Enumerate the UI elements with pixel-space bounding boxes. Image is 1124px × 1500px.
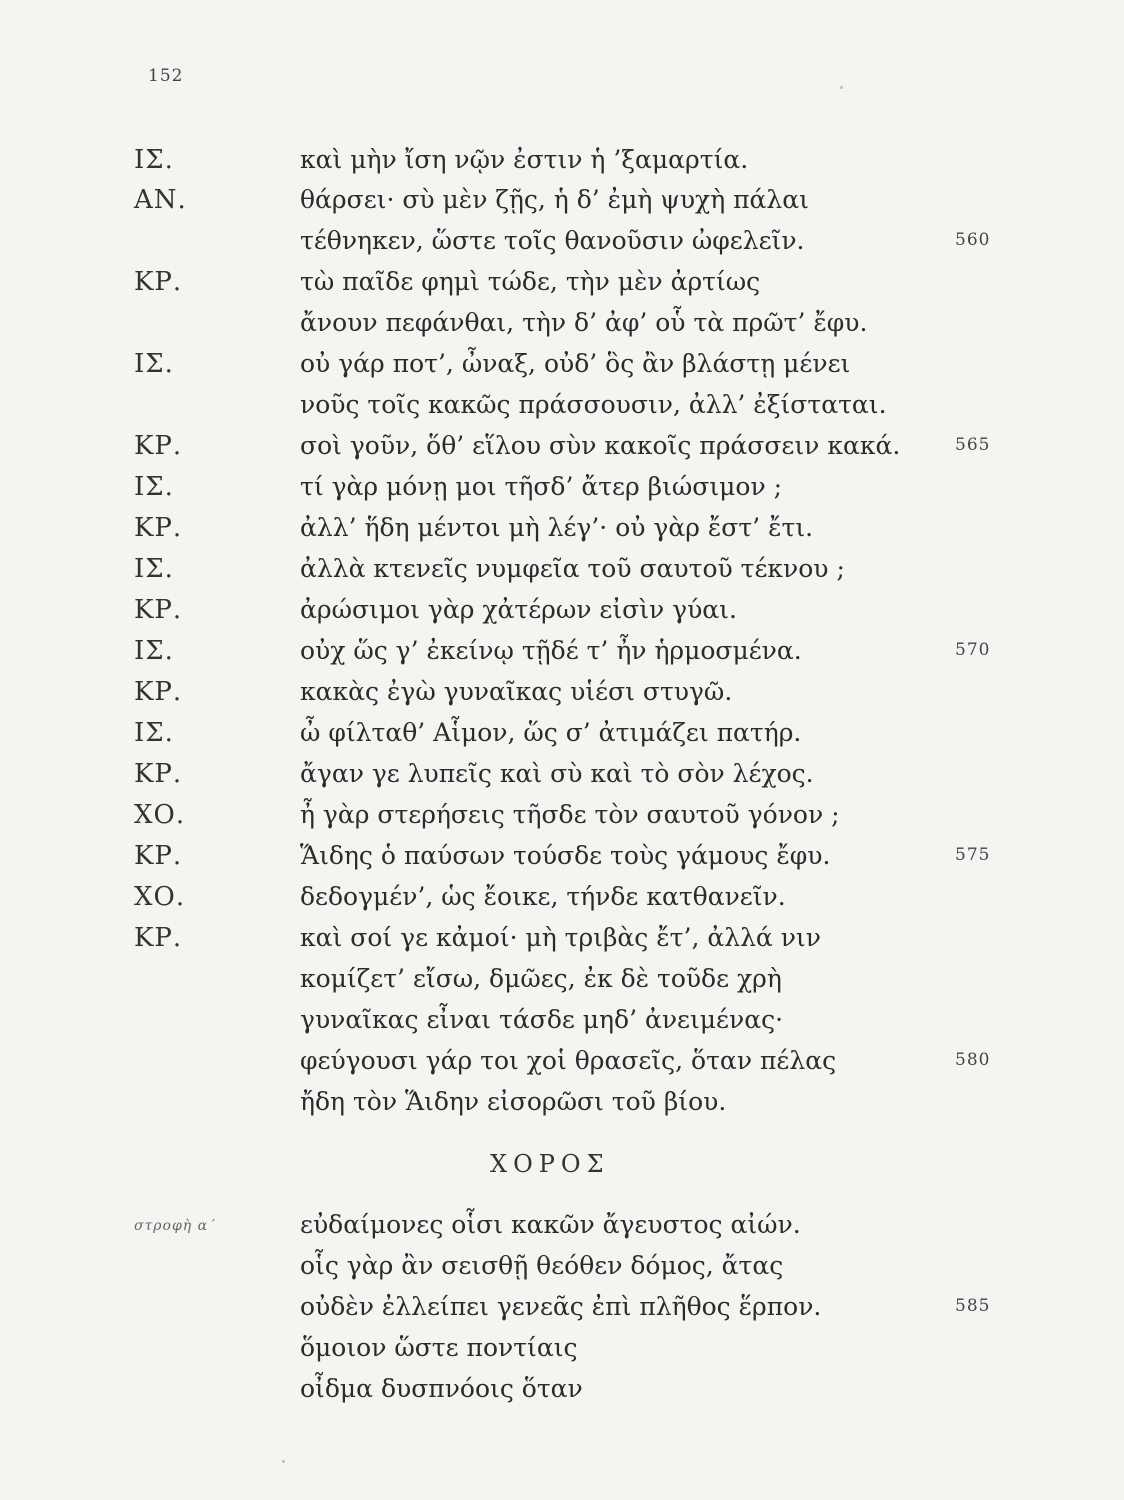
verse-line [0, 513, 1124, 547]
verse-text: καὶ μὴν ἴση νῷν ἐστιν ἡ ’ξαμαρτία. [300, 145, 749, 174]
verse-line [0, 595, 1124, 629]
verse-line [0, 1333, 1124, 1367]
verse-line [0, 964, 1124, 998]
speaker-label: ΚΡ. [134, 677, 183, 707]
verse-text: οὐ γάρ ποτ’, ὦναξ, οὐδ’ ὃς ἂν βλάστῃ μένει [300, 349, 851, 378]
verse-text: κομίζετ’ εἴσω, δμῶες, ἐκ δὲ τοῦδε χρὴ [300, 964, 782, 993]
speaker-label: ΚΡ. [134, 431, 183, 461]
verse-line [0, 923, 1124, 957]
verse-line [0, 841, 1124, 875]
verse-line [0, 390, 1124, 424]
verse-text: δεδογμέν’, ὡς ἔοικε, τήνδε κατθανεῖν. [300, 882, 786, 911]
speaker-label: ΚΡ. [134, 595, 183, 625]
paper-speck [840, 86, 843, 89]
verse-text: ἀλλὰ κτενεῖς νυμφεῖα τοῦ σαυτοῦ τέκνου ; [300, 554, 845, 583]
line-number: 570 [955, 640, 991, 660]
verse-line [0, 308, 1124, 342]
verse-text: οἶδμα δυσπνόοις ὅταν [300, 1374, 583, 1403]
verse-line [0, 1005, 1124, 1039]
verse-line [0, 800, 1124, 834]
speaker-label: ΙΣ. [134, 472, 174, 502]
verse-line [0, 759, 1124, 793]
verse-text: ὦ φίλταθ’ Αἷμον, ὥς σ’ ἀτιμάζει πατήρ. [300, 718, 802, 747]
speaker-label: ΧΟ. [134, 800, 186, 830]
line-number: 575 [955, 845, 991, 865]
verse-line [0, 636, 1124, 670]
verse-text: καὶ σοί γε κἀμοί· μὴ τριβὰς ἔτ’, ἀλλά νιν [300, 923, 821, 952]
verse-text: γυναῖκας εἶναι τάσδε μηδ’ ἀνειμένας· [300, 1005, 784, 1034]
verse-line [0, 431, 1124, 465]
verse-text: φεύγουσι γάρ τοι χοἱ θρασεῖς, ὅταν πέλας [300, 1046, 837, 1075]
verse-text: ἀλλ’ ἥδη μέντοι μὴ λέγ’· οὐ γὰρ ἔστ’ ἔτι. [300, 513, 814, 542]
choros-heading: ΧΟΡΟΣ [490, 1150, 610, 1178]
speaker-label: ΚΡ. [134, 923, 183, 953]
verse-line [0, 1210, 1124, 1244]
speaker-label: ΧΟ. [134, 882, 186, 912]
verse-line [0, 554, 1124, 588]
line-number: 580 [955, 1050, 991, 1070]
verse-line [0, 718, 1124, 752]
verse-text: ἤδη τὸν Ἅιδην εἰσορῶσι τοῦ βίου. [300, 1087, 727, 1116]
verse-text: θάρσει· σὺ μὲν ζῇς, ἡ δ’ ἐμὴ ψυχὴ πάλαι [300, 185, 809, 214]
verse-line [0, 1251, 1124, 1285]
verse-text: κακὰς ἐγὼ γυναῖκας υἱέσι στυγῶ. [300, 677, 733, 706]
speaker-label: ΙΣ. [134, 145, 174, 175]
speaker-label: ΚΡ. [134, 841, 183, 871]
verse-text: Ἅιδης ὁ παύσων τούσδε τοὺς γάμους ἔφυ. [300, 841, 831, 870]
verse-line [0, 1292, 1124, 1326]
verse-text: ὅμοιον ὥστε ποντίαις [300, 1333, 578, 1362]
speaker-label: ΚΡ. [134, 759, 183, 789]
speaker-label: ΚΡ. [134, 267, 183, 297]
speaker-label: ΙΣ. [134, 718, 174, 748]
verse-line [0, 472, 1124, 506]
verse-line [0, 1087, 1124, 1121]
verse-line [0, 677, 1124, 711]
verse-line [0, 1374, 1124, 1408]
verse-text: τέθνηκεν, ὥστε τοῖς θανοῦσιν ὠφελεῖν. [300, 226, 805, 255]
verse-text: εὐδαίμονες οἷσι κακῶν ἄγευστος αἰών. [300, 1210, 801, 1239]
verse-text: σοὶ γοῦν, ὅθ’ εἵλου σὺν κακοῖς πράσσειν κακά. [300, 431, 901, 460]
line-number: 560 [955, 230, 991, 250]
verse-text: οὐχ ὥς γ’ ἐκείνῳ τῇδέ τ’ ἦν ἡρμοσμένα. [300, 636, 802, 665]
verse-text: τί γὰρ μόνῃ μοι τῆσδ’ ἄτερ βιώσιμον ; [300, 472, 783, 501]
speaker-label: ΚΡ. [134, 513, 183, 543]
speaker-label: ΑΝ. [134, 185, 187, 215]
verse-line [0, 349, 1124, 383]
verse-line [0, 882, 1124, 916]
line-number: 565 [955, 435, 991, 455]
verse-line [0, 185, 1124, 219]
verse-text: οἷς γὰρ ἂν σεισθῇ θεόθεν δόμος, ἄτας [300, 1251, 784, 1280]
speaker-label: ΙΣ. [134, 554, 174, 584]
verse-text: νοῦς τοῖς κακῶς πράσσουσιν, ἀλλ’ ἐξίσταται. [300, 390, 887, 419]
verse-text: τὼ παῖδε φημὶ τώδε, τὴν μὲν ἀρτίως [300, 267, 761, 296]
verse-line [0, 267, 1124, 301]
verse-line [0, 145, 1124, 179]
verse-text: ἀρώσιμοι γὰρ χἀτέρων εἰσὶν γύαι. [300, 595, 737, 624]
line-number: 585 [955, 1296, 991, 1316]
verse-text: ἄνουν πεφάνθαι, τὴν δ’ ἀφ’ οὗ τὰ πρῶτ’ ἔφυ. [300, 308, 868, 337]
verse-line [0, 226, 1124, 260]
verse-text: ἦ γὰρ στερήσεις τῆσδε τὸν σαυτοῦ γόνον ; [300, 800, 840, 829]
verse-line [0, 1046, 1124, 1080]
speaker-label: ΙΣ. [134, 349, 174, 379]
strophe-label: στροφὴ α΄ [134, 1218, 217, 1234]
page-number: 152 [148, 66, 184, 86]
paper-speck [282, 1460, 285, 1463]
verse-text: οὐδὲν ἐλλείπει γενεᾶς ἐπὶ πλῆθος ἕρπον. [300, 1292, 822, 1321]
speaker-label: ΙΣ. [134, 636, 174, 666]
verse-text: ἄγαν γε λυπεῖς καὶ σὺ καὶ τὸ σὸν λέχος. [300, 759, 814, 788]
